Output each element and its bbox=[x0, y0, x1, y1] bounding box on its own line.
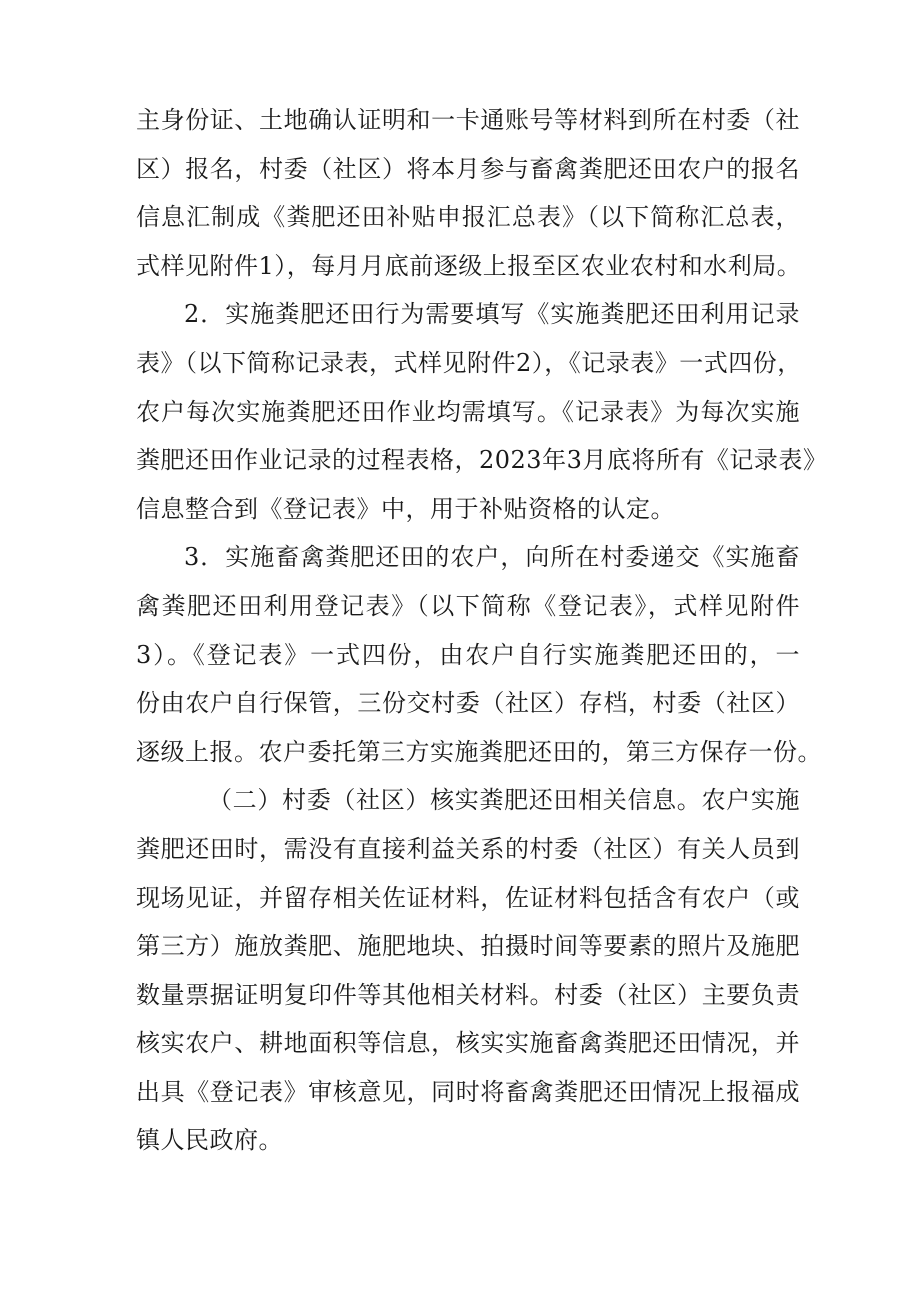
text-line: 现场见证，并留存相关佐证材料，佐证材料包括含有农户（或 bbox=[136, 883, 800, 912]
text-line: 份由农户自行保管，三份交村委（社区）存档，村委（社区） bbox=[136, 689, 800, 718]
text-line: 镇人民政府。 bbox=[136, 1126, 283, 1155]
text-line: 信息汇制成《粪肥还田补贴申报汇总表》（以下简称汇总表， bbox=[136, 203, 800, 232]
body-text bbox=[136, 96, 828, 1165]
text-line: 3）。《登记表》一式四份，由农户自行实施粪肥还田的，一 bbox=[136, 640, 800, 669]
text-line: 粪肥还田时，需没有直接利益关系的村委（社区）有关人员到 bbox=[136, 834, 800, 863]
text-line: （二）村委（社区）核实粪肥还田相关信息。农户实施 bbox=[208, 786, 800, 815]
text-line: 3．实施畜禽粪肥还田的农户，向所在村委递交《实施畜 bbox=[184, 543, 800, 572]
text-line: 主身份证、土地确认证明和一卡通账号等材料到所在村委（社 bbox=[136, 106, 800, 134]
text-line: 核实农户、耕地面积等信息，核实实施畜禽粪肥还田情况，并 bbox=[136, 1029, 800, 1058]
text-line: 粪肥还田作业记录的过程表格，2023年3月底将所有《记录表》 bbox=[136, 446, 828, 475]
text-line: 第三方）施放粪肥、施肥地块、拍摄时间等要素的照片及施肥 bbox=[136, 932, 800, 961]
text-line: 禽粪肥还田利用登记表》（以下简称《登记表》，式样见附件 bbox=[136, 591, 800, 620]
text-line: 2．实施粪肥还田行为需要填写《实施粪肥还田利用记录 bbox=[184, 300, 800, 329]
text-line: 逐级上报。农户委托第三方实施粪肥还田的，第三方保存一份。 bbox=[136, 737, 822, 766]
text-line: 信息整合到《登记表》中，用于补贴资格的认定。 bbox=[136, 494, 675, 523]
text-line: 出具《登记表》审核意见，同时将畜禽粪肥还田情况上报福成 bbox=[136, 1077, 800, 1106]
text-line: 农户每次实施粪肥还田作业均需填写。《记录表》为每次实施 bbox=[136, 397, 800, 426]
text-line: 表》（以下简称记录表，式样见附件2），《记录表》一式四份， bbox=[136, 348, 802, 377]
text-line: 区）报名，村委（社区）将本月参与畜禽粪肥还田农户的报名 bbox=[136, 154, 800, 183]
text-line: 数量票据证明复印件等其他相关材料。村委（社区）主要负责 bbox=[136, 980, 800, 1009]
text-line: 式样见附件1），每月月底前逐级上报至区农业农村和水利局。 bbox=[136, 251, 802, 280]
